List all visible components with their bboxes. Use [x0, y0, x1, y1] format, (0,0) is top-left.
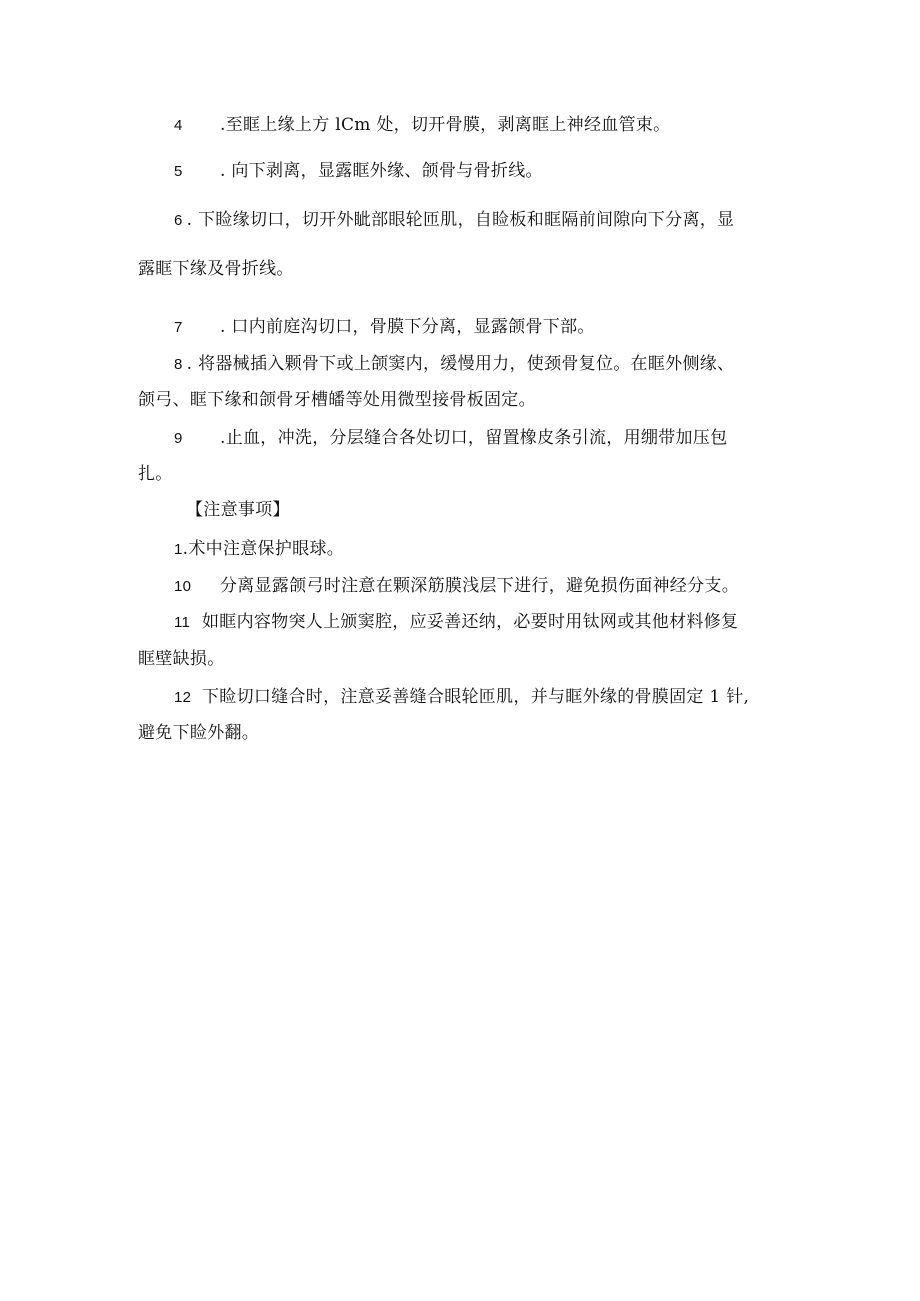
note-text: 如眶内容物突人上颁窦腔，应妥善还纳，必要时用钛网或其他材料修复: [202, 612, 739, 632]
step-number: 7: [174, 319, 183, 336]
step-number: 9: [174, 430, 183, 447]
step-text: . 口内前庭沟切口，骨膜下分离，显露颌骨下部。: [220, 317, 595, 337]
step-8-continuation: 颌弓、眶下缘和颌骨牙槽皤等处用微型接骨板固定。: [138, 390, 536, 410]
note-number: 1: [174, 541, 183, 558]
step-5: [174, 160, 543, 183]
step-text: .止血，冲洗，分层缝合各处切口，留置橡皮条引流，用绷带加压包: [220, 428, 728, 448]
note-12-continuation: 避免下睑外翻。: [138, 723, 260, 743]
step-number: 4: [174, 117, 183, 134]
step-text: . 将器械插入颗骨下或上颌窦内，缓慢用力，使颈骨复位。在眶外侧缘、: [186, 354, 735, 374]
step-text: . 下睑缘切口，切开外眦部眼轮匝肌，自睑板和眶隔前间隙向下分离，显: [186, 210, 735, 230]
step-text: .至眶上缘上方 lCm 处，切开骨膜，剥离眶上神经血管束。: [220, 115, 671, 135]
step-number: 8: [174, 356, 183, 373]
note-text: .术中注意保护眼球。: [182, 539, 345, 559]
note-number: 10: [174, 578, 192, 595]
note-11-continuation: 眶壁缺损。: [138, 649, 225, 669]
note-12: [174, 686, 749, 709]
note-10: [174, 575, 739, 598]
note-1: [174, 538, 344, 561]
step-4: [174, 114, 670, 137]
note-number: 11: [174, 614, 191, 631]
notes-heading: 【注意事项】: [186, 500, 290, 520]
note-text: 下睑切口缝合时，注意妥善缝合眼轮匝肌，并与眶外缘的骨膜固定 1 针,: [202, 687, 750, 707]
step-6-continuation: 露眶下缘及骨折线。: [138, 259, 294, 279]
note-number: 12: [174, 689, 192, 706]
step-9-continuation: 扎。: [138, 464, 173, 484]
note-11: [174, 611, 738, 634]
step-7: [174, 316, 595, 339]
step-9: [174, 427, 727, 450]
step-6: [174, 209, 734, 232]
step-8: [174, 353, 734, 376]
note-text: 分离显露颌弓时注意在颗深筋膜浅层下进行，避免损伤面神经分支。: [220, 576, 739, 596]
step-number: 5: [174, 163, 183, 180]
step-number: 6: [174, 212, 183, 229]
step-text: . 向下剥离，显露眶外缘、颌骨与骨折线。: [220, 161, 543, 181]
